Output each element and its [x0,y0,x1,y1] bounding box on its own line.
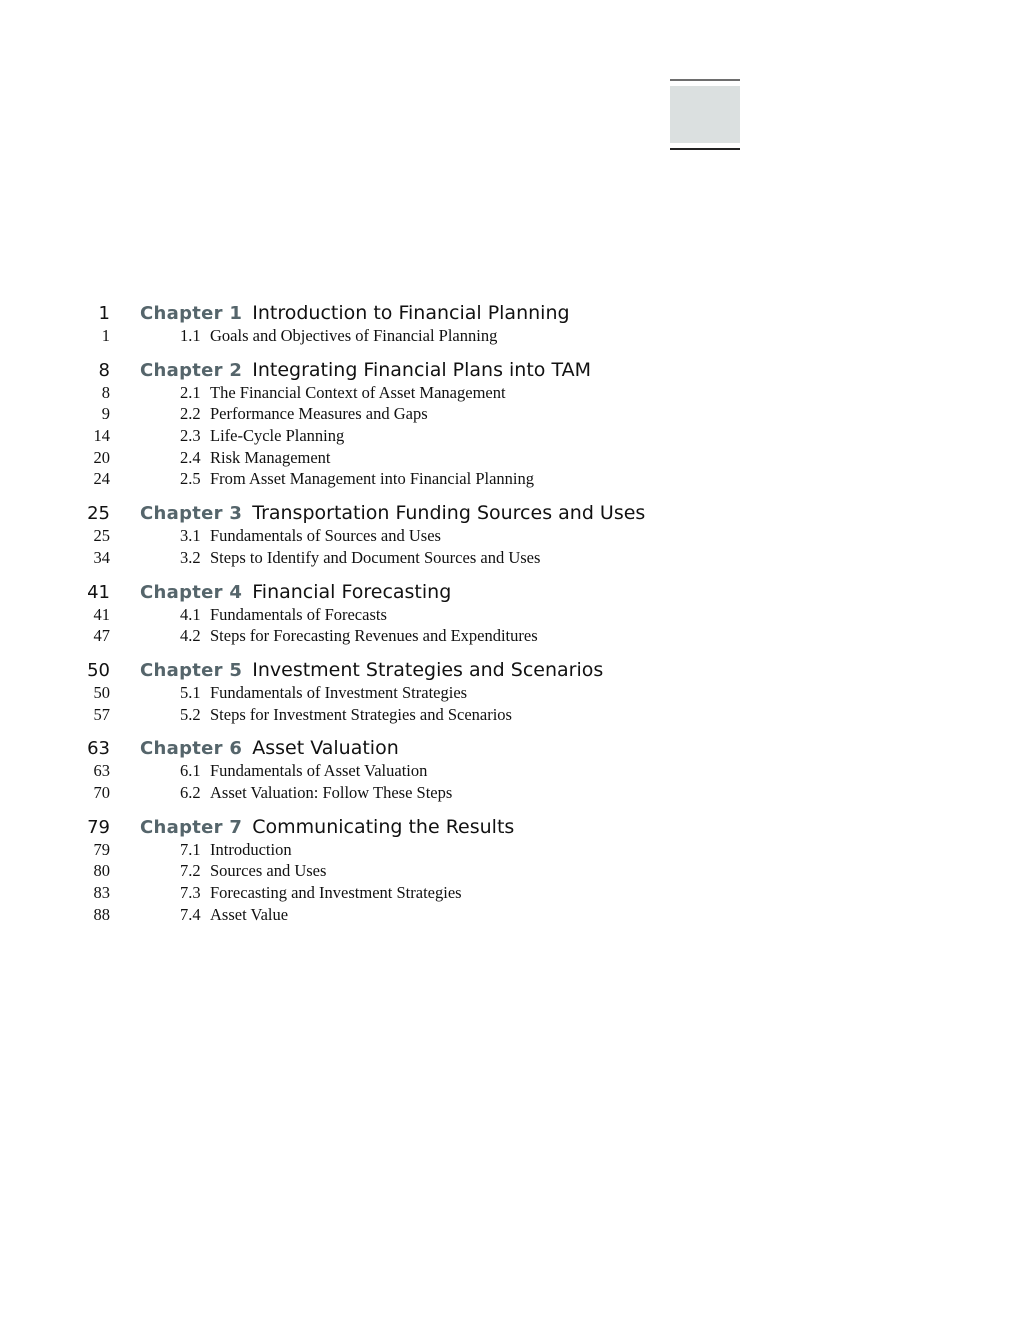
section-title: Forecasting and Investment Strategies [210,883,462,902]
section-number: 7.3 [180,883,201,902]
chapter-entry[interactable] [0,659,1020,682]
chapter-label: Chapter 7 [140,816,243,838]
section-page-number: 20 [93,447,110,467]
chapter-label: Chapter 5 [140,659,243,681]
section-page-number: 24 [93,469,110,489]
chapter-page-number: 25 [87,503,110,525]
header-tab-box [670,86,740,143]
section-page-number: 57 [93,704,110,724]
chapter-label: Chapter 2 [140,359,243,381]
section-number: 4.1 [180,604,201,624]
section-title: Steps for Forecasting Revenues and Expenditures [210,626,538,646]
section-number: 2.2 [180,404,201,424]
section-entry[interactable] [0,625,1020,647]
section-title: Fundamentals of Sources and Uses [210,526,441,546]
section-page-number: 25 [93,526,110,546]
section-entry[interactable] [0,425,1020,447]
section-number: 4.2 [180,626,201,646]
chapter-entry[interactable] [0,737,1020,760]
section-title: Asset Value [210,904,289,924]
chapter-page-number: 50 [87,659,110,681]
section-title: Performance Measures and Gaps [210,404,428,424]
section-title: Fundamentals of Asset Valuation [210,761,428,781]
chapter-title: Investment Strategies and Scenarios [252,658,604,681]
chapter-page-number: 1 [98,303,110,324]
section-page-number: 79 [93,839,110,859]
chapter-page-number: 8 [98,359,110,381]
toc-chapter [0,581,1020,647]
chapter-page-number: 79 [87,816,110,838]
section-entry[interactable] [0,382,1020,404]
toc-chapter [0,659,1020,725]
table-of-contents [0,302,1020,925]
chapter-entry[interactable] [0,816,1020,839]
section-page-number: 63 [93,761,110,781]
toc-chapter [0,816,1020,926]
section-page-number: 80 [93,861,110,881]
section-page-number: 70 [93,782,110,802]
section-number: 1.1 [180,326,201,345]
chapter-page-number: 41 [87,581,110,603]
section-number: 3.1 [180,526,201,546]
section-entry[interactable] [0,860,1020,882]
section-entry[interactable] [0,468,1020,490]
section-page-number: 83 [93,883,110,902]
section-title: Life-Cycle Planning [210,426,345,446]
section-page-number: 8 [101,382,110,402]
toc-chapter [0,359,1020,490]
section-entry[interactable] [0,403,1020,425]
section-entry[interactable] [0,904,1020,926]
section-entry[interactable] [0,704,1020,726]
section-title: Risk Management [210,447,331,467]
chapter-title: Integrating Financial Plans into TAM [252,358,591,381]
section-number: 7.4 [180,904,201,924]
section-page-number: 47 [93,626,110,646]
chapter-title: Financial Forecasting [252,580,452,603]
chapter-label: Chapter 6 [140,738,243,760]
section-number: 6.1 [180,761,201,781]
chapter-entry[interactable] [0,502,1020,525]
section-number: 3.2 [180,547,201,567]
section-number: 2.4 [180,447,201,467]
section-entry[interactable] [0,547,1020,569]
section-page-number: 9 [101,404,110,424]
section-entry[interactable] [0,760,1020,782]
section-page-number: 14 [93,426,110,446]
chapter-entry[interactable] [0,302,1020,325]
chapter-entry[interactable] [0,581,1020,604]
chapter-label: Chapter 1 [140,303,243,324]
section-entry[interactable] [0,839,1020,861]
section-entry[interactable] [0,325,1020,347]
toc-chapter [0,502,1020,568]
header-rule-bottom [670,148,740,150]
section-title: Goals and Objectives of Financial Planning [210,326,498,345]
section-title: Steps to Identify and Document Sources and Uses [210,547,541,567]
section-number: 2.1 [180,382,201,402]
section-title: From Asset Management into Financial Planning [210,469,535,489]
section-number: 7.1 [180,839,201,859]
section-page-number: 34 [93,547,110,567]
chapter-title: Communicating the Results [252,815,515,838]
section-number: 5.1 [180,682,201,702]
section-page-number: 41 [93,604,110,624]
section-title: The Financial Context of Asset Management [210,382,506,402]
section-title: Steps for Investment Strategies and Scenarios [210,704,512,724]
section-title: Sources and Uses [210,861,327,881]
section-title: Introduction [210,839,292,859]
section-entry[interactable] [0,447,1020,469]
section-number: 2.3 [180,426,201,446]
chapter-entry[interactable] [0,359,1020,382]
chapter-label: Chapter 4 [140,581,243,603]
section-entry[interactable] [0,525,1020,547]
section-page-number: 88 [93,904,110,924]
toc-chapter [0,302,1020,347]
section-title: Fundamentals of Investment Strategies [210,682,468,702]
section-title: Fundamentals of Forecasts [210,604,387,624]
chapter-title: Asset Valuation [252,737,399,760]
section-page-number: 50 [93,682,110,702]
section-entry[interactable] [0,782,1020,804]
chapter-title: Transportation Funding Sources and Uses [252,502,646,525]
section-number: 5.2 [180,704,201,724]
section-title: Asset Valuation: Follow These Steps [210,782,453,802]
section-entry[interactable] [0,604,1020,626]
header-rule-top [670,79,740,81]
chapter-title: Introduction to Financial Planning [252,302,570,324]
section-entry[interactable] [0,682,1020,704]
section-number: 2.5 [180,469,201,489]
toc-chapter [0,737,1020,803]
section-number: 6.2 [180,782,201,802]
section-entry[interactable] [0,882,1020,904]
section-number: 7.2 [180,861,201,881]
chapter-label: Chapter 3 [140,503,243,525]
section-page-number: 1 [101,326,110,345]
chapter-page-number: 63 [87,738,110,760]
